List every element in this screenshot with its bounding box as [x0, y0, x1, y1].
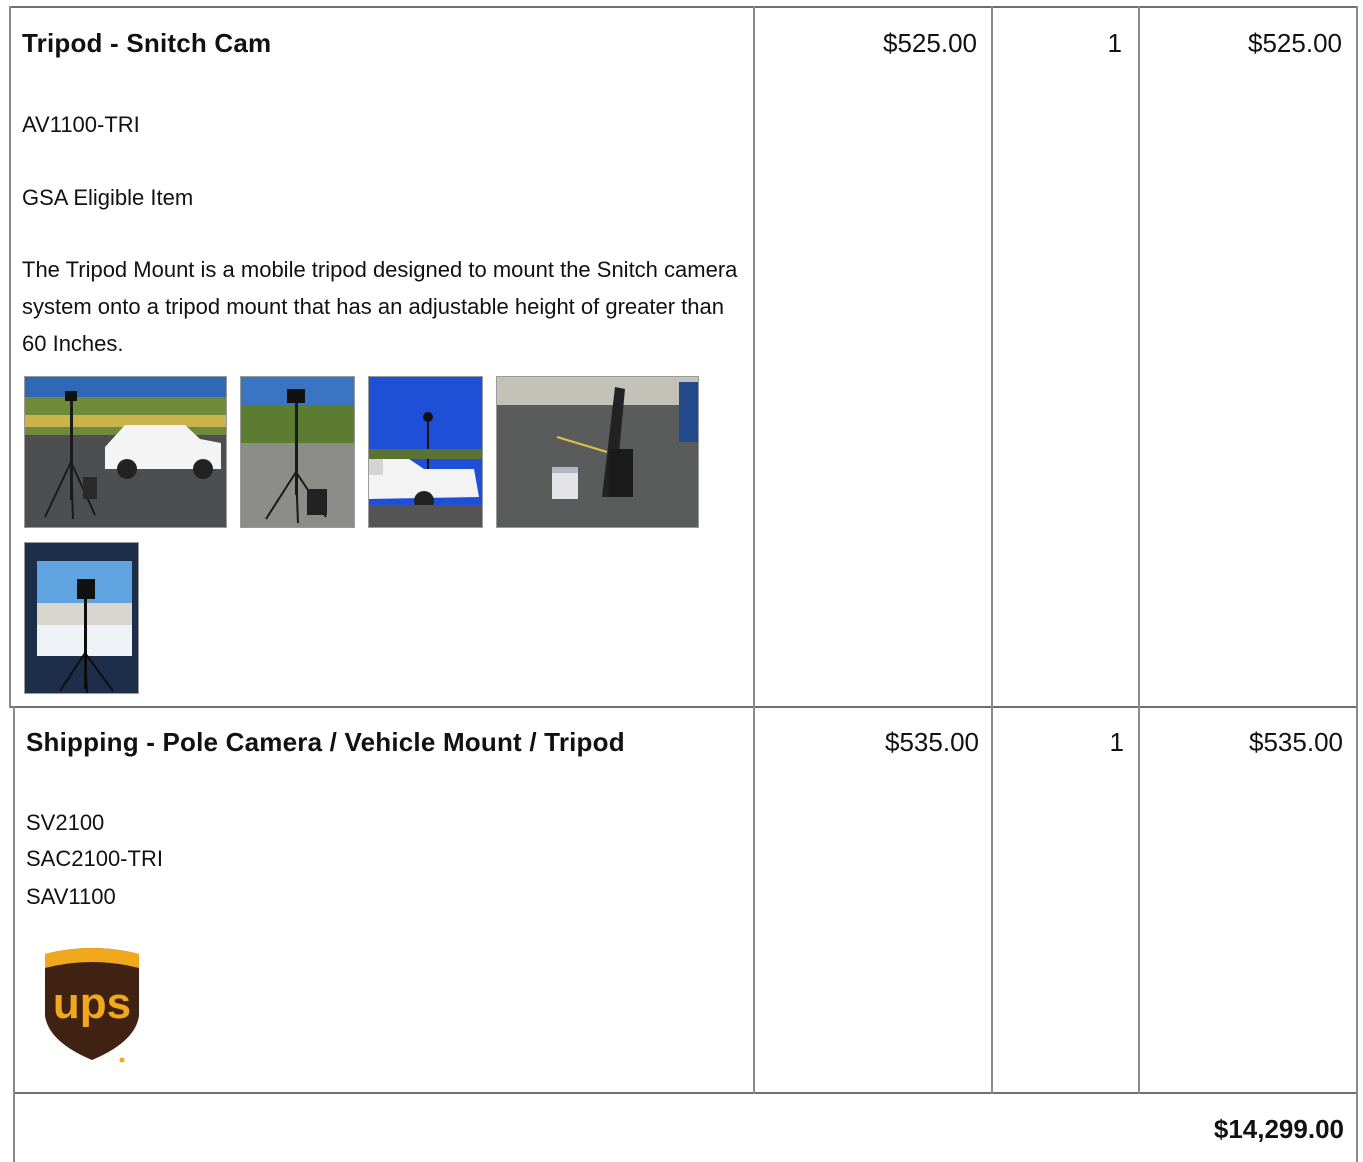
unit-price: $535.00 — [885, 727, 979, 757]
product-photo-truck-camera — [368, 376, 483, 528]
column-divider-qty — [991, 6, 993, 1094]
grand-total: $14,299.00 — [1213, 1114, 1344, 1144]
product-photo-tripod-closeup — [240, 376, 355, 528]
quantity: 1 — [1107, 28, 1122, 58]
product-photo-tripod-bag — [496, 376, 699, 528]
line-total: $535.00 — [1249, 727, 1343, 757]
shipping-code-3: SAV1100 — [26, 884, 116, 909]
gsa-eligible-label: GSA Eligible Item — [22, 185, 194, 210]
quantity: 1 — [1109, 727, 1124, 757]
product-photo-truck-tripod — [24, 376, 227, 528]
item-sku: AV1100-TRI — [22, 112, 140, 137]
item-description: The Tripod Mount is a mobile tripod designed to mount the Snitch camera system onto a tripod mount that has an adjustable height of greater than 60 Inches. — [22, 257, 738, 356]
table-border-right — [1356, 6, 1358, 1162]
ups-logo-text: ups — [52, 979, 132, 1028]
table-border-left-2 — [13, 706, 15, 1162]
shipping-code-1: SV2100 — [26, 810, 105, 835]
column-divider-price — [753, 6, 755, 1094]
ups-logo — [42, 946, 142, 1064]
column-divider-total — [1138, 6, 1140, 1094]
product-photo-window-camera — [24, 542, 139, 694]
unit-price: $525.00 — [883, 28, 977, 58]
item-title: Tripod - Snitch Cam — [22, 28, 272, 58]
table-border-top — [9, 6, 1358, 8]
table-row-divider-2 — [13, 1092, 1358, 1094]
table-row-divider-1 — [9, 706, 1358, 708]
table-border-left — [9, 6, 11, 708]
item-title: Shipping - Pole Camera / Vehicle Mount / Tripod — [26, 727, 625, 757]
line-total: $525.00 — [1248, 28, 1342, 58]
shipping-code-2: SAC2100-TRI — [26, 846, 163, 871]
